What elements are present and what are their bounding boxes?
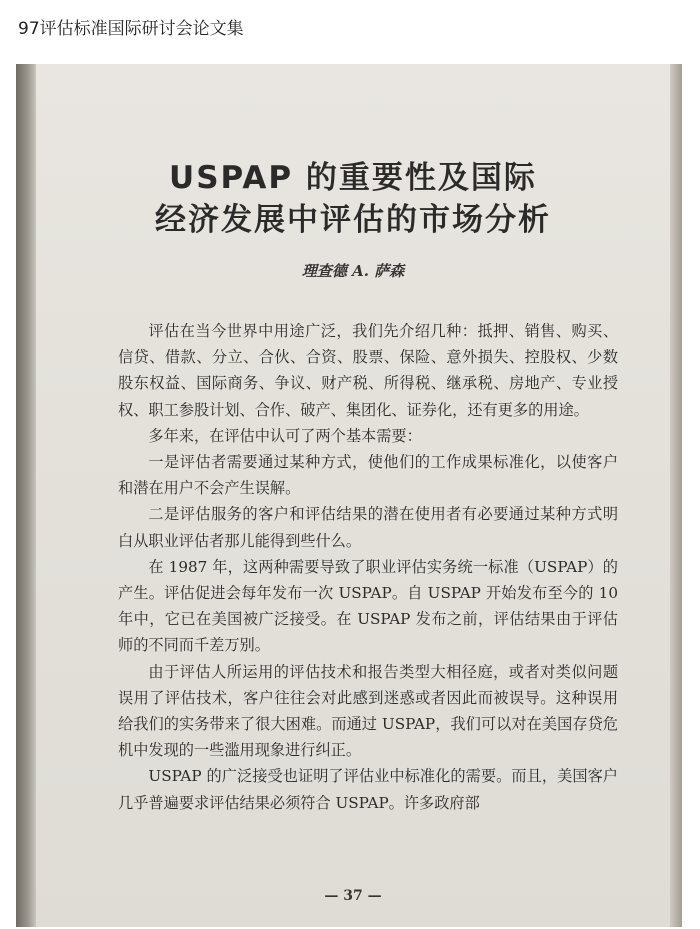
- document-author: 理查德 A. 萨森: [301, 262, 405, 280]
- paragraph: 评估在当今世界中用途广泛，我们先介绍几种：抵押、销售、购买、信贷、借款、分立、合伙、合资、股票、保险、意外损失、控股权、少数股东权益、国际商务、争议、财产税、所得税、继承税、房地产、专业授权、职工参股计划、合作、破产、集团化、证券化，还有更多的用途。: [118, 322, 618, 419]
- document-body: [118, 318, 618, 816]
- book-page: [36, 64, 670, 927]
- page-edge-shadow: [670, 64, 682, 927]
- document-title-line-1: USPAP 的重要性及国际: [169, 160, 537, 196]
- paragraph: 由于评估人所运用的评估技术和报告类型大相径庭，或者对类似问题误用了评估技术，客户往往会对此感到迷惑或者因此而被误导。这种误用给我们的实务带来了很大困难。而通过 USPAP，我们可以对在美国存贷危机中发现的一些滥用现象进行纠正。: [118, 662, 618, 760]
- book-spine-shadow: [16, 64, 36, 927]
- paragraph: 在 1987 年，这两种需要导致了职业评估实务统一标准（USPAP）的产生。评估促进会每年发布一次 USPAP。自 USPAP 开始发布至今的 10 年中，它已在美国被广泛接受。在 USPAP 发布之前，评估结果由于评估师的不同而千差万别。: [118, 557, 618, 655]
- document-title-line-2: 经济发展中评估的市场分析: [155, 202, 551, 238]
- paragraph: USPAP 的广泛接受也证明了评估业中标准化的需要。而且，美国客户几乎普遍要求评估结果必须符合 USPAP。许多政府部: [118, 767, 618, 812]
- paragraph: 二是评估服务的客户和评估结果的潜在使用者有必要通过某种方式明白从职业评估者那儿能得到些什么。: [118, 505, 618, 550]
- page-number: — 37 —: [324, 888, 382, 904]
- paragraph: 一是评估者需要通过某种方式，使他们的工作成果标准化，以使客户和潜在用户不会产生误解。: [118, 453, 618, 498]
- article-header-title: 97评估标准国际研讨会论文集: [18, 19, 244, 39]
- paragraph: 多年来，在评估中认可了两个基本需要：: [148, 426, 422, 445]
- document-photo: [16, 64, 682, 927]
